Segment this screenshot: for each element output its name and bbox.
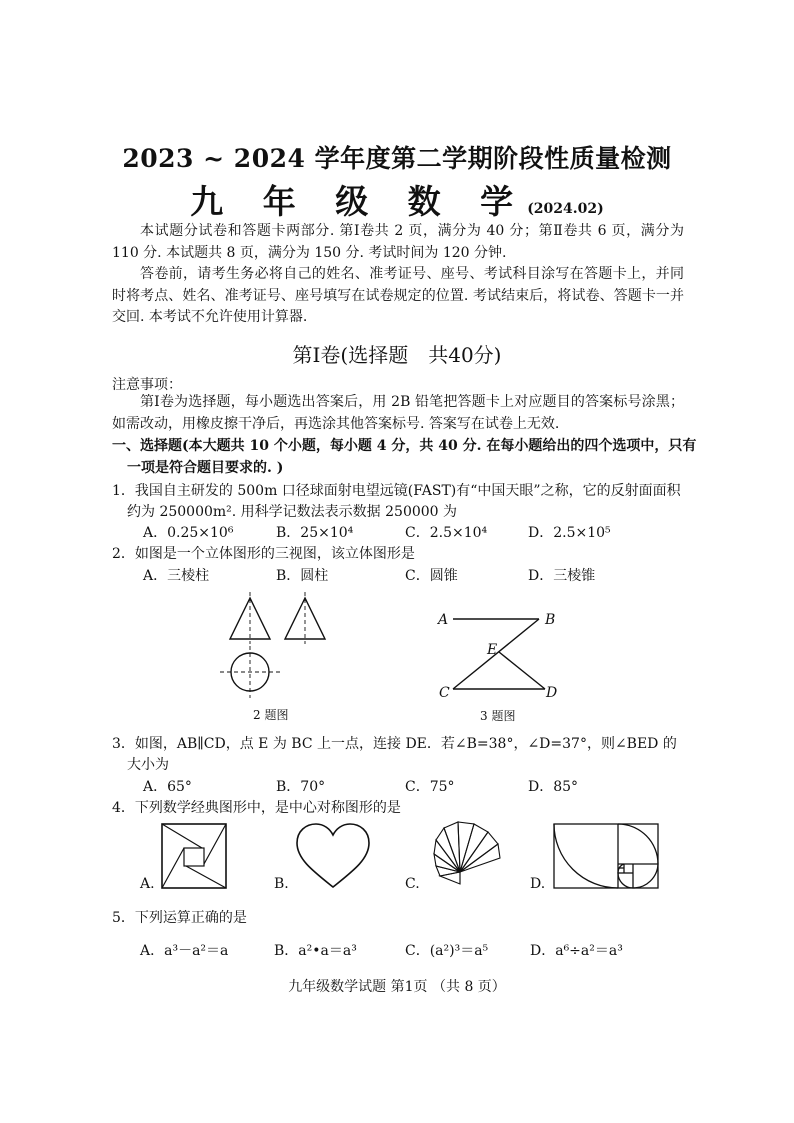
subject-title: 九 年 级 数 学 <box>190 182 528 221</box>
point-label-c: C <box>439 685 450 701</box>
q1-option-a: A．0.25×10⁶ <box>143 525 234 541</box>
q3-option-b: B．70° <box>276 779 326 795</box>
q3-option-d: D．85° <box>528 779 579 795</box>
q4-option-b-label: B. <box>274 876 289 892</box>
q4-option-a-label: A. <box>140 876 155 892</box>
q1-option-d: D．2.5×10⁵ <box>528 525 611 541</box>
point-label-a: A <box>438 612 449 628</box>
part-instruction-line1: 一、选择题(本大题共 10 个小题，每小题 4 分，共 40 分. 在每小题给出的四个选项中，只有 <box>112 438 697 454</box>
q2-caption: 2 题图 <box>253 708 289 722</box>
point-label-d: D <box>546 685 558 701</box>
q3-option-c: C．75° <box>405 779 455 795</box>
q5-stem: 5．下列运算正确的是 <box>112 910 247 926</box>
q4-figure-c-fan <box>426 820 506 890</box>
point-label-b: B <box>545 612 556 628</box>
subject-line <box>0 176 794 223</box>
exam-date: (2024.02) <box>527 201 604 217</box>
q1-option-b: B．25×10⁴ <box>276 525 354 541</box>
q2-option-c: C．圆锥 <box>405 568 458 584</box>
q5-option-d: D．a⁶÷a²＝a³ <box>530 943 623 959</box>
q2-stem: 2．如图是一个立体图形的三视图，该立体图形是 <box>112 546 415 562</box>
q3-stem-line2: 大小为 <box>127 757 169 773</box>
front-view-triangle <box>230 598 270 639</box>
q3-stem-line1: 3．如图，AB∥CD，点 E 为 BC 上一点，连接 DE．若∠B=38°，∠D=37°，则∠BED 的 <box>112 736 677 752</box>
notes-label: 注意事项： <box>112 377 182 393</box>
segment-ed <box>499 652 545 689</box>
q1-stem-line1: 1．我国自主研发的 500m 口径球面射电望远镜(FAST)有“中国天眼”之称，它的反射面面积 <box>112 483 681 499</box>
point-label-e: E <box>487 642 498 658</box>
q2-three-views-figure <box>215 590 335 700</box>
q1-stem-line2: 约为 250000m². 用科学记数法表示数据 250000 为 <box>127 504 458 520</box>
notes-text: 第Ⅰ卷为选择题，每小题选出答案后，用 2B 铅笔把答题卡上对应题目的答案标号涂黑；如需改动，用橡皮擦干净后，再选涂其他答案标号. 答案写在试卷上无效. <box>112 394 684 432</box>
q3-caption: 3 题图 <box>480 709 516 723</box>
part-instruction-line2: 一项是符合题目要求的. ) <box>127 460 284 476</box>
q5-option-c: C．(a²)³＝a⁵ <box>405 943 489 959</box>
q2-option-b: B．圆柱 <box>276 568 329 584</box>
exam-title: 2023 ~ 2024 学年度第二学期阶段性质量检测 <box>122 144 672 173</box>
q3-option-a: A．65° <box>143 779 192 795</box>
q4-figure-b-heart <box>293 821 373 891</box>
page-footer: 九年级数学试题 第1页 （共 8 页） <box>288 979 506 995</box>
q1-option-c: C．2.5×10⁴ <box>405 525 488 541</box>
q2-option-a: A．三棱柱 <box>143 568 210 584</box>
q4-option-c-label: C. <box>405 876 420 892</box>
q4-option-d-label: D. <box>530 876 546 892</box>
q5-option-a: A．a³－a²＝a <box>140 943 229 959</box>
intro-paragraph-2: 答卷前，请考生务必将自己的姓名、准考证号、座号、考试科目涂写在答题卡上，并同时将考点、姓名、准考证号、座号填写在试卷规定的位置. 考试结束后，将试卷、答题卡一并交回. 本考试不允许使用计算器. <box>112 266 684 325</box>
q2-option-d: D．三棱锥 <box>528 568 596 584</box>
intro-paragraph-1: 本试题分试卷和答题卡两部分. 第Ⅰ卷共 2 页，满分为 40 分；第Ⅱ卷共 6 页，满分为 110 分. 本试题共 8 页，满分为 150 分. 考试时间为 120 分钟. <box>112 223 684 261</box>
q4-figure-d-golden-spiral <box>552 822 660 892</box>
side-view-triangle <box>285 598 325 639</box>
q3-geometry-figure <box>435 608 575 701</box>
q4-stem: 4．下列数学经典图形中，是中心对称图形的是 <box>112 800 401 816</box>
q5-option-b: B．a²•a＝a³ <box>274 943 357 959</box>
section-title: 第Ⅰ卷(选择题 共40分) <box>292 343 502 367</box>
q4-figure-a-pinwheel <box>160 822 230 892</box>
